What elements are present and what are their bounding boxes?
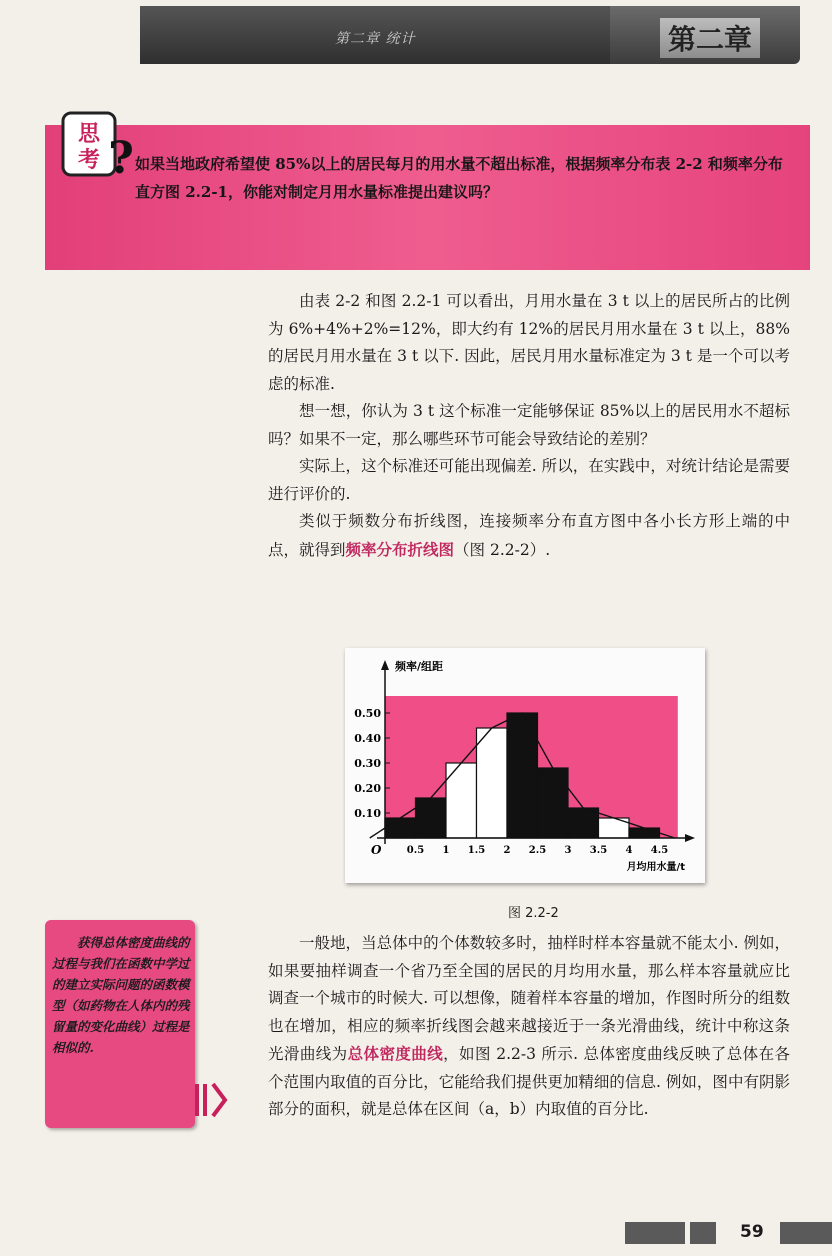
think-badge-icon [55,105,135,185]
page-number: 59 [740,1222,764,1242]
footer-decor-bar [780,1222,832,1244]
frequency-histogram-chart [345,648,705,883]
main-text-block-1 [268,288,790,564]
term-density-curve: 总体密度曲线 [347,1044,444,1063]
y-tick-label: 0.20 [354,782,381,795]
footer-decor-bar [690,1222,716,1244]
x-tick-label: 2 [503,845,511,856]
x-tick-label: 3.5 [589,845,608,856]
y-tick-label: 0.30 [354,757,381,770]
term-frequency-polygon: 频率分布折线图 [345,539,455,559]
x-tick-label: 1.5 [467,845,486,856]
histogram-bar [416,798,447,838]
histogram-bar [477,728,508,838]
think-question-text: 如果当地政府希望使 85%以上的居民每月的用水量不超出标准，根据频率分布表 2-2 和频率分布直方图 2.2-1，你能对制定月用水量标准提出建议吗？ [135,155,783,201]
x-tick-label: 3 [564,845,572,856]
histogram-bar [385,818,416,838]
paragraph-2: 想一想，你认为 3 t 这个标准一定能够保证 85%以上的居民用水不超标吗？如果不一定，那么哪些环节可能会导致结论的差别？ [268,402,790,448]
figure-2-2-2 [345,648,705,883]
think-badge-char-1: 思 [77,122,101,147]
paragraph-5 [268,930,790,1124]
x-tick-label: 2.5 [528,845,547,856]
think-badge-char-2: 考 [77,148,101,173]
y-axis-label: 频率/组距 [395,660,444,673]
origin-label: O [371,843,382,857]
histogram-bar [538,768,569,838]
paragraph-4-after: （图 2.2-2）. [454,540,551,559]
side-note-text: 获得总体密度曲线的过程与我们在函数中学过的建立实际问题的函数模型（如药物在人体内的残留量的变化曲线）过程是相似的. [52,935,190,1055]
main-text-block-2 [268,930,790,1124]
header-chapter-title: 第二章 [660,18,760,58]
x-tick-label: 4.5 [650,845,669,856]
question-mark-icon: ? [108,133,134,184]
paragraph-4 [268,508,790,564]
figure-caption: 图 2.2-2 [508,906,559,921]
histogram-bar [568,808,599,838]
y-tick-label: 0.40 [354,732,381,745]
x-tick-label: 4 [625,845,633,856]
x-axis-label: 月均用水量/t [626,862,685,873]
paragraph-5-after: ，如图 2.2-3 所示. 总体密度曲线反映了总体在各个范围内取值的百分比，它能给我们提供更加精细的信息. 例如，图中有阴影部分的面积，就是总体在区间（a，b）内取值的百分比. [268,1045,790,1118]
paragraph-1: 由表 2-2 和图 2.2-1 可以看出，月用水量在 3 t 以上的居民所占的比例为 6%+4%+2%=12%，即大约有 12%的居民月用水量在 3 t 以上，88%的居民月用水量在 3 t 以下. 因此，居民月用水量标准定为 3 t 是一个可以考虑的标准. [268,292,790,393]
x-axis-arrow-icon [685,834,695,842]
y-tick-label: 0.50 [354,707,381,720]
header-subtitle: 第二章 统计 [335,31,416,47]
y-axis-arrow-icon [381,660,389,670]
y-tick-label: 0.10 [354,807,381,820]
x-tick-label: 1 [442,845,450,856]
x-tick-label: 0.5 [406,845,425,856]
histogram-bar [629,828,660,838]
paragraph-5-before: 一般地，当总体中的个体数较多时，抽样时样本容量就不能太小. 例如，如果要抽样调查一个省乃至全国的居民的月均用水量，那么样本容量就应比调查一个城市的时候大. 可以想像，随着样本容量的增加，作图时所分的组数也在增加，相应的频率折线图会越来越接近于一条光滑曲线，统计中称这条光滑曲线为 [268,934,790,1063]
paragraph-4-before: 类似于频数分布折线图，连接频率分布直方图中各小长方形上端的中点，就得到 [268,512,790,559]
paragraph-3: 实际上，这个标准还可能出现偏差. 所以，在实践中，对统计结论是需要进行评价的. [268,457,790,503]
side-note-arrow-icon [195,1080,229,1120]
footer-decor-bar [625,1222,685,1244]
